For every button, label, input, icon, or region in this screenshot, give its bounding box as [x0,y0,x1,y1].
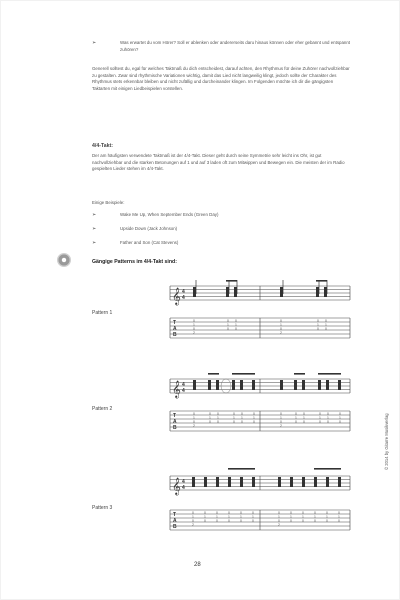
svg-text:1: 1 [314,515,316,519]
arrow-bullet-icon: ➢ [92,240,97,246]
svg-text:0: 0 [325,319,327,323]
svg-text:0: 0 [253,420,255,424]
svg-text:𝄞: 𝄞 [172,381,181,398]
svg-text:1: 1 [204,515,206,519]
svg-text:A: A [173,326,177,332]
svg-text:0: 0 [252,519,254,523]
svg-text:0: 0 [192,519,194,523]
svg-text:1: 1 [327,416,329,420]
svg-text:0: 0 [193,412,195,416]
svg-text:0: 0 [233,412,235,416]
svg-text:B: B [173,425,177,431]
svg-text:B: B [173,332,177,338]
pattern-2-notation [168,363,352,443]
page-number: 28 [194,562,201,568]
svg-text:A: A [173,518,177,524]
svg-text:0: 0 [204,519,206,523]
svg-text:0: 0 [326,511,328,515]
svg-text:1: 1 [325,323,327,327]
svg-text:4: 4 [182,382,185,388]
svg-text:0: 0 [302,519,304,523]
svg-text:1: 1 [193,416,195,420]
pattern-label: Pattern 1 [92,310,113,316]
svg-text:0: 0 [327,420,329,424]
svg-text:2: 2 [280,331,282,335]
svg-text:𝄞: 𝄞 [172,288,181,305]
svg-text:4: 4 [182,295,185,301]
svg-text:1: 1 [338,515,340,519]
svg-text:0: 0 [209,412,211,416]
side-credit: © 2014 by Gitarre Musikverlag [384,413,389,470]
svg-text:0: 0 [193,420,195,424]
svg-text:1: 1 [280,416,282,420]
svg-text:1: 1 [317,323,319,327]
svg-text:1: 1 [303,416,305,420]
svg-text:1: 1 [290,515,292,519]
example-text: Father and Son (Cat Stevens) [120,240,179,245]
svg-text:2: 2 [280,424,282,428]
svg-text:0: 0 [240,519,242,523]
svg-text:0: 0 [216,519,218,523]
arrow-bullet-icon: ➢ [92,212,97,218]
svg-text:0: 0 [290,519,292,523]
svg-text:0: 0 [240,511,242,515]
svg-text:1: 1 [193,323,195,327]
svg-text:0: 0 [228,511,230,515]
svg-text:0: 0 [233,420,235,424]
svg-text:1: 1 [295,416,297,420]
arrow-bullet-icon: ➢ [92,226,97,232]
svg-text:1: 1 [228,515,230,519]
svg-text:0: 0 [278,511,280,515]
pattern-label: Pattern 2 [92,406,113,412]
svg-text:0: 0 [204,511,206,515]
pattern-1-notation [168,270,352,350]
examples-label: Einige Beispiele: [92,200,125,205]
example-text: Wake Me Up, When September Ends (Green Day) [120,212,219,217]
svg-text:1: 1 [302,515,304,519]
svg-text:0: 0 [319,420,321,424]
svg-text:1: 1 [216,515,218,519]
svg-text:1: 1 [241,416,243,420]
svg-text:T: T [173,413,177,419]
svg-text:0: 0 [227,319,229,323]
svg-text:0: 0 [228,519,230,523]
svg-text:0: 0 [235,319,237,323]
svg-text:0: 0 [278,519,280,523]
svg-text:0: 0 [227,327,229,331]
cd-icon[interactable] [57,253,71,267]
svg-text:0: 0 [317,319,319,323]
svg-text:0: 0 [319,412,321,416]
pattern-3-notation [168,460,352,542]
svg-text:2: 2 [193,424,195,428]
svg-text:0: 0 [339,412,341,416]
svg-text:T: T [173,512,177,518]
svg-text:2: 2 [192,523,194,527]
svg-text:1: 1 [253,416,255,420]
svg-text:0: 0 [314,511,316,515]
svg-text:0: 0 [241,412,243,416]
svg-text:0: 0 [303,412,305,416]
arrow-bullet-icon: ➢ [92,40,97,46]
svg-text:0: 0 [252,511,254,515]
svg-text:0: 0 [216,511,218,515]
svg-text:2: 2 [193,331,195,335]
svg-text:1: 1 [252,515,254,519]
section-heading: 4/4-Takt: [92,143,113,149]
svg-text:0: 0 [326,519,328,523]
svg-text:𝄞: 𝄞 [172,478,181,495]
svg-text:0: 0 [325,327,327,331]
svg-text:1: 1 [278,515,280,519]
svg-text:0: 0 [235,327,237,331]
svg-text:T: T [173,320,177,326]
paragraph-1: Generell solltest du, egal für welches Taktmaß du dich entscheidest, darauf achten, den Rhythmus für deine Zuhörer nachvollziehbar zu gestalten. Zwar sind rhythmische Variationen wichtig, damit das Lied nicht langweilig klingt, jedoch sollte der Charakter des Rhythmus stets erkennbar bleiben und nicht zufällig und durcheinander klingen. Im Folgenden möchte ich dir die gängigsten Taktarten mit einigen Liedbeispielen vorstellen. [92,66,350,91]
svg-text:0: 0 [339,420,341,424]
intro-bullet-text: Was erwartet du vom Hörer? Soll er ablenken oder andererseits daru hinaus können oder eher gebannt und entspannt zuhören? [120,40,351,52]
svg-text:A: A [173,419,177,425]
svg-text:1: 1 [235,323,237,327]
svg-text:0: 0 [253,412,255,416]
svg-text:4: 4 [182,388,185,394]
svg-text:0: 0 [217,420,219,424]
svg-text:1: 1 [326,515,328,519]
svg-text:0: 0 [241,420,243,424]
svg-text:1: 1 [280,323,282,327]
svg-text:0: 0 [193,327,195,331]
pattern-label: Pattern 3 [92,505,113,511]
svg-text:0: 0 [302,511,304,515]
svg-text:0: 0 [192,511,194,515]
svg-text:2: 2 [278,523,280,527]
svg-text:0: 0 [303,420,305,424]
svg-text:0: 0 [209,420,211,424]
svg-text:4: 4 [182,485,185,491]
svg-text:0: 0 [280,412,282,416]
svg-text:1: 1 [209,416,211,420]
svg-text:1: 1 [240,515,242,519]
paragraph-2: Der am häufigsten verwendete Taktmaß ist der 4/4-Takt. Dieser geht durch seine Symmetrie sehr leicht ins Ohr, ist gut nachvollziehbar und die starken Betonungen auf 1 und auf 3 laden oft zum Mitwippen und Bewegen ein. Die meisten der im Radio gespielten Lieder stehen im 4/4-Takt. [92,153,345,172]
svg-text:1: 1 [339,416,341,420]
patterns-heading: Gängige Patterns im 4/4-Takt sind: [92,259,177,265]
svg-text:1: 1 [227,323,229,327]
svg-text:0: 0 [295,412,297,416]
svg-text:1: 1 [233,416,235,420]
example-text: Upside Down (Jack Johnson) [120,226,178,231]
svg-text:0: 0 [217,412,219,416]
svg-text:0: 0 [338,519,340,523]
svg-text:0: 0 [327,412,329,416]
svg-text:4: 4 [182,479,185,485]
svg-text:0: 0 [280,327,282,331]
svg-text:0: 0 [280,319,282,323]
svg-text:1: 1 [192,515,194,519]
svg-text:1: 1 [319,416,321,420]
svg-text:B: B [173,524,177,530]
svg-text:4: 4 [182,289,185,295]
svg-text:0: 0 [314,519,316,523]
svg-text:0: 0 [280,420,282,424]
svg-text:0: 0 [290,511,292,515]
svg-text:0: 0 [295,420,297,424]
svg-text:0: 0 [338,511,340,515]
svg-text:1: 1 [217,416,219,420]
svg-text:0: 0 [193,319,195,323]
svg-text:0: 0 [317,327,319,331]
